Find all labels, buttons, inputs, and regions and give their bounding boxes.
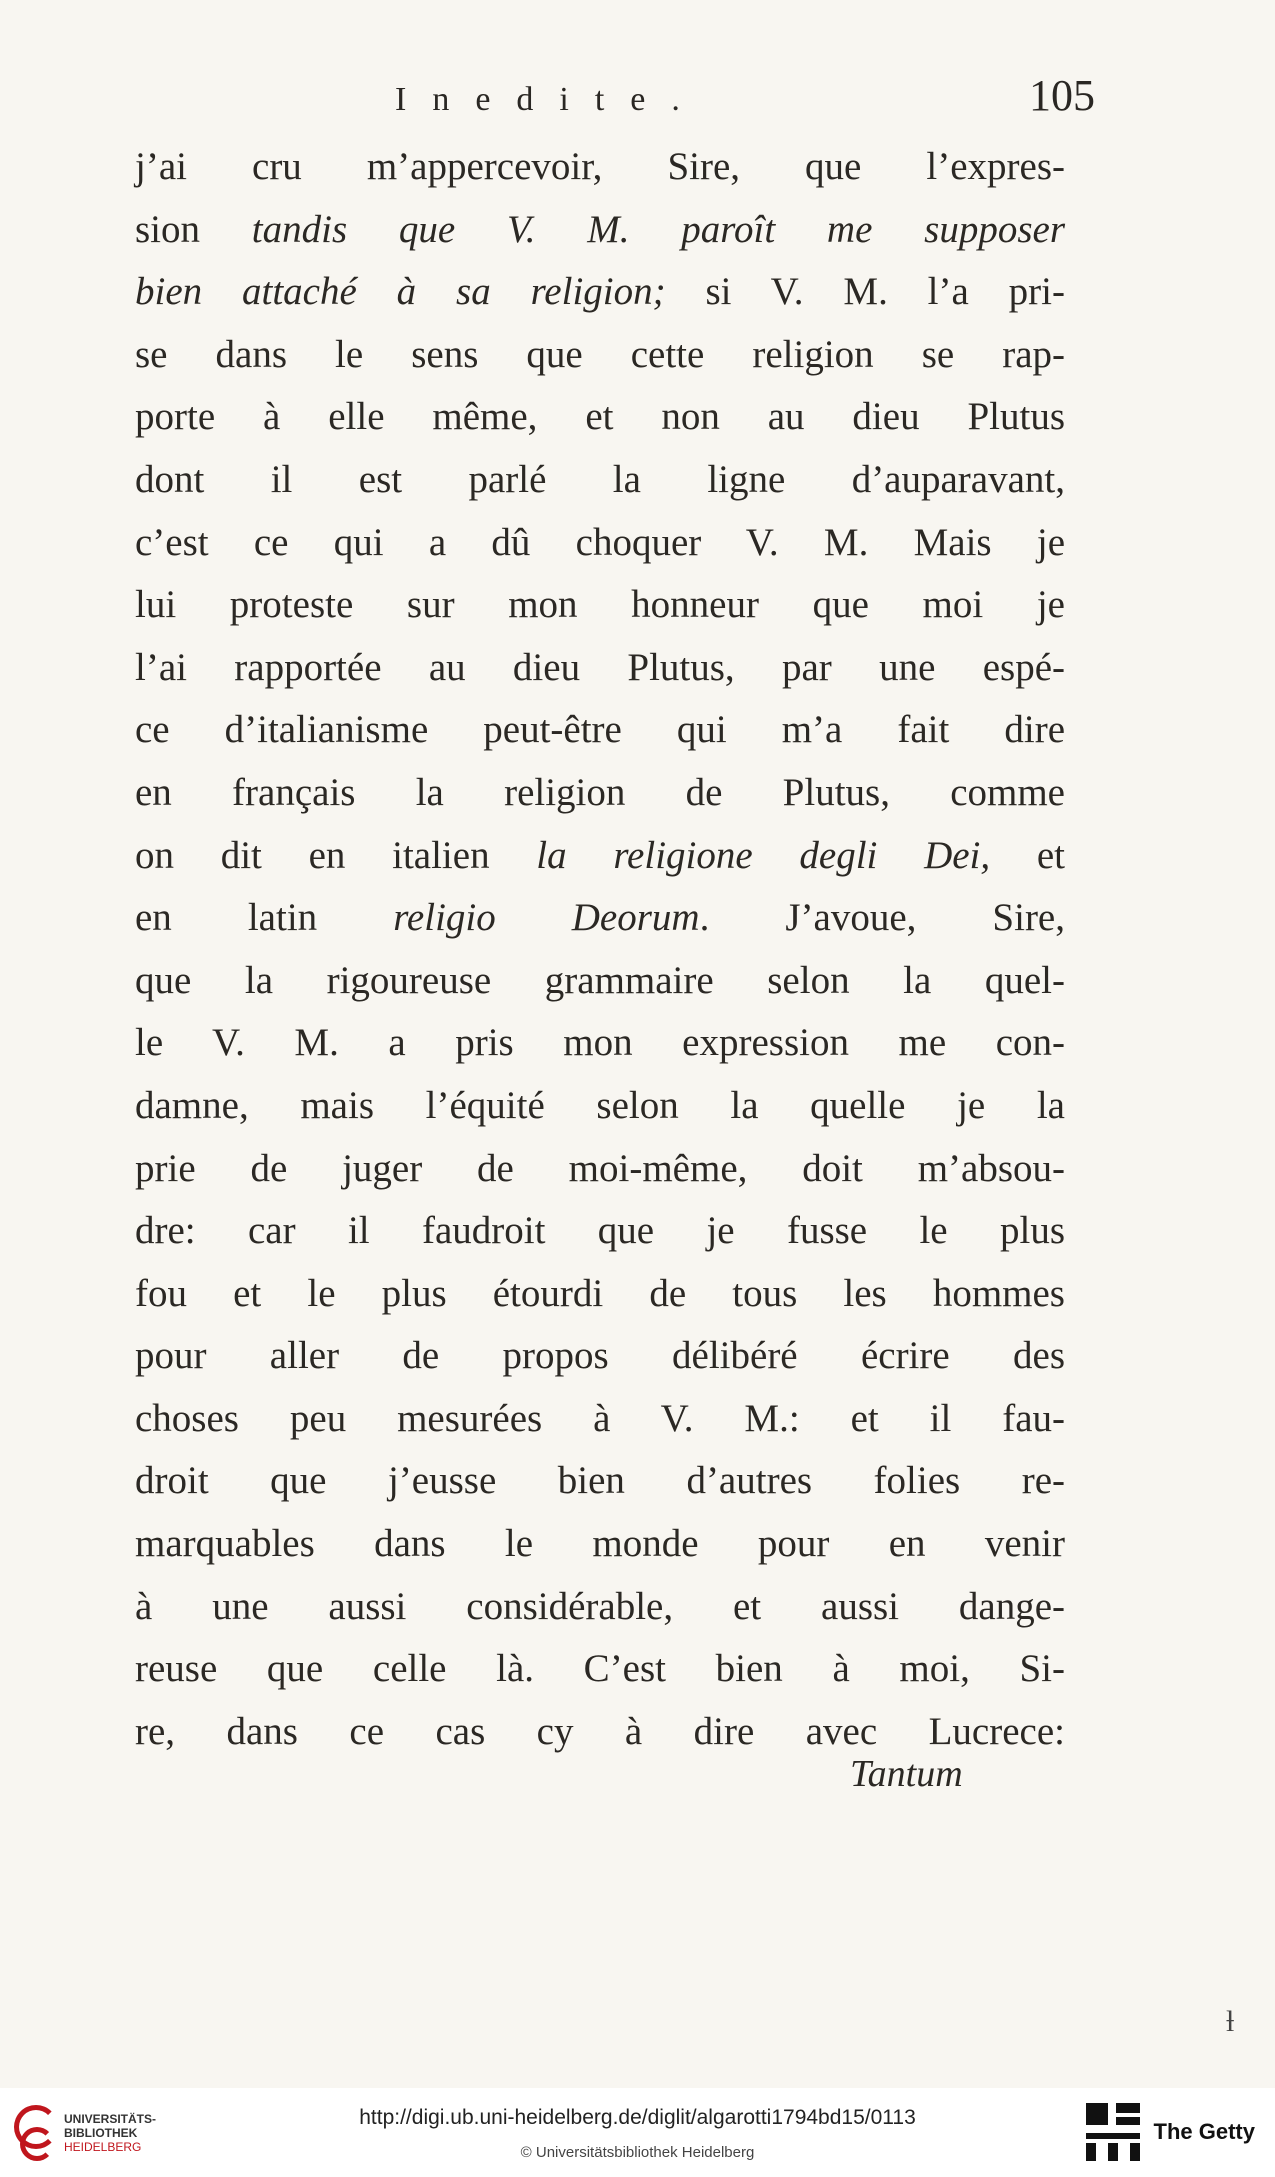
- text-line: [135, 449, 1065, 512]
- institution-line-1: UNIVERSITÄTS-: [64, 2112, 157, 2126]
- text-line: [135, 1450, 1065, 1513]
- getty-name: The Getty: [1153, 2119, 1255, 2144]
- text-line: [135, 1012, 1065, 1075]
- margin-mark: ƚ: [1226, 2005, 1235, 2038]
- text-run: on dit en italien: [135, 833, 537, 877]
- getty-mark-icon: [1086, 2103, 1140, 2161]
- text-line: [135, 1075, 1065, 1138]
- text-run: damne, mais l’équité selon la quelle je la: [135, 1083, 1065, 1127]
- running-title: Inedite.: [395, 81, 706, 118]
- text-line: [135, 1263, 1065, 1326]
- copyright-notice: © Universitätsbibliothek Heidelberg: [520, 2144, 755, 2161]
- text-line: [135, 950, 1065, 1013]
- text-line: [135, 574, 1065, 637]
- catchword: Tantum: [850, 1753, 963, 1795]
- text-line: [135, 261, 1065, 324]
- text-line: [135, 1200, 1065, 1263]
- text-line: [135, 386, 1065, 449]
- text-line: [135, 762, 1065, 825]
- text-line: [135, 136, 1065, 199]
- italic-run: tandis que V. M. paroît me supposer: [251, 207, 1065, 251]
- text-line: [135, 1325, 1065, 1388]
- text-run: choses peu mesurées à V. M.: et il fau-: [135, 1396, 1065, 1440]
- text-run: c’est ce qui a dû choquer V. M. Mais je: [135, 520, 1065, 564]
- text-run: l’ai rapportée au dieu Plutus, par une espé-: [135, 645, 1065, 689]
- text-run: le V. M. a pris mon expression me con-: [135, 1021, 1065, 1065]
- text-line: [135, 1576, 1065, 1639]
- italic-run: la religione degli Dei,: [536, 833, 991, 877]
- italic-run: bien attaché à sa religion;: [135, 270, 666, 314]
- text-run: dre: car il faudroit que je fusse le plus: [135, 1209, 1065, 1253]
- text-run: porte à elle même, et non au dieu Plutus: [135, 395, 1065, 439]
- text-run: que la rigoureuse grammaire selon la quel-: [135, 958, 1065, 1002]
- body-text: [135, 136, 1065, 1763]
- text-run: se dans le sens que cette religion se rap-: [135, 332, 1065, 376]
- text-run: fou et le plus étourdi de tous les hommes: [135, 1271, 1065, 1315]
- text-run: si V. M. l’a pri-: [665, 270, 1065, 314]
- text-run: reuse que celle là. C’est bien à moi, Si-: [135, 1647, 1065, 1691]
- text-run: prie de juger de moi-même, doit m’absou-: [135, 1146, 1065, 1190]
- text-line: [135, 637, 1065, 700]
- institution-line-3: HEIDELBERG: [64, 2140, 142, 2154]
- page-number: 105: [1029, 71, 1095, 120]
- text-run: droit que j’eusse bien d’autres folies re-: [135, 1459, 1065, 1503]
- text-line: [135, 887, 1065, 950]
- text-run: . J’avoue, Sire,: [699, 896, 1065, 940]
- text-run: en latin: [135, 896, 394, 940]
- text-run: dont il est parlé la ligne d’auparavant,: [135, 457, 1065, 501]
- text-line: [135, 324, 1065, 387]
- text-line: [135, 1388, 1065, 1451]
- getty-logo[interactable]: [1086, 2102, 1255, 2162]
- text-run: en français la religion de Plutus, comme: [135, 770, 1065, 814]
- footer-bar: [0, 2088, 1275, 2177]
- text-line: [135, 512, 1065, 575]
- text-line: [135, 1138, 1065, 1201]
- text-run: et: [990, 833, 1065, 877]
- text-line: [135, 825, 1065, 888]
- italic-run: religio Deorum: [393, 896, 700, 940]
- text-run: pour aller de propos délibéré écrire des: [135, 1334, 1065, 1378]
- text-run: à une aussi considérable, et aussi dange-: [135, 1584, 1065, 1628]
- text-run: marquables dans le monde pour en venir: [135, 1522, 1065, 1566]
- running-head: [395, 70, 1095, 121]
- text-line: [135, 199, 1065, 262]
- permalink-url[interactable]: http://digi.ub.uni-heidelberg.de/diglit/algarotti1794bd15/0113: [359, 2106, 916, 2129]
- text-run: sion: [135, 207, 252, 251]
- text-run: j’ai cru m’appercevoir, Sire, que l’expres-: [135, 145, 1065, 188]
- text-run: ce d’italianisme peut-être qui m’a fait dire: [135, 708, 1065, 752]
- text-run: re, dans ce cas cy à dire avec Lucrece:: [135, 1709, 1065, 1753]
- text-line: [135, 1638, 1065, 1701]
- text-line: [135, 699, 1065, 762]
- institution-line-2: BIBLIOTHEK: [64, 2126, 138, 2140]
- text-run: lui proteste sur mon honneur que moi je: [135, 583, 1065, 627]
- text-line: [135, 1513, 1065, 1576]
